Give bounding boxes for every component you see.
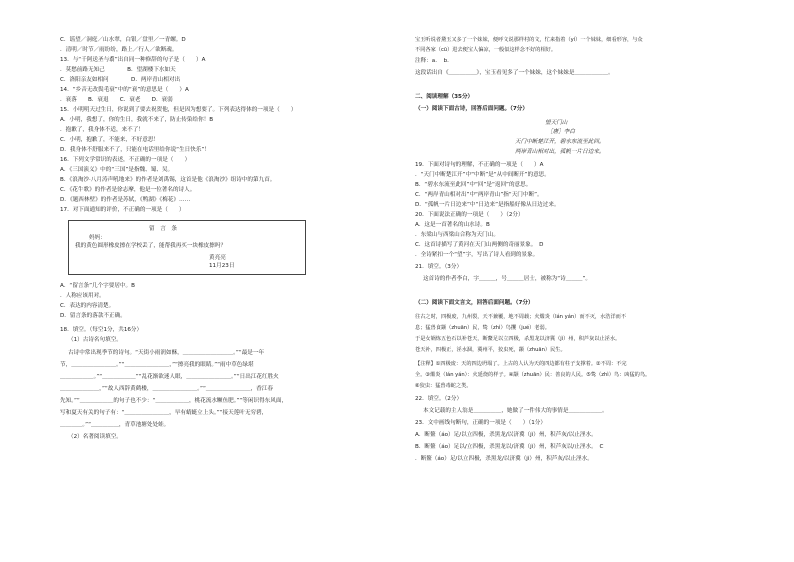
annotation-line: 【注释】①四极废：天的四边坍塌了。上古的人认为天的四边都有柱子支撑着。②不周：不完: [415, 361, 627, 367]
text-line: 先知。”“＿＿＿＿＿＿的句子也不少：“＿＿＿＿＿＿，桃花流水鳜鱼肥。”“等闲识得东风面，: [60, 398, 288, 404]
question-19: 19．下面对诗句的理解，不正确的一项是（ ）A: [415, 162, 544, 168]
text-line: （2）名著阅读填空。: [68, 434, 122, 440]
text-line: ．衰落 B．衰退 C．衰老 D．衰弱: [60, 97, 173, 103]
text-line: ．清明／时节／雨纷纷，路上／行人／欲断魂。: [60, 47, 178, 53]
text-line: 注释：a． b．: [415, 58, 453, 64]
note-body: 我的黄色圆形橡皮擦在学校丢了，能帮我再买一块橡皮擦吗？: [75, 243, 227, 249]
option-line: ．断鳌（áo）足/以立四极，杀黑龙/以济冀（jì）州，积芦灰/以止淫水。: [415, 456, 593, 462]
text-line: ＿＿＿＿＿＿＿，”“故人西辞黄鹤楼，＿＿＿＿＿＿＿＿。”“＿＿＿＿＿＿＿＿，香江春: [60, 386, 273, 392]
text-line: 宝玉听说者黛玉又多了一个妹妹，便呼文说那样村的文，忙来指着（yí）一个妹妹，细看形容，与众: [415, 37, 643, 43]
text-line: ．“天门中断楚江开”中“中断”是“从中间断开”的意思。: [415, 172, 550, 178]
text-line: C．《花牛歌》的作者是徐志摩，他是一位著名的诗人。: [60, 187, 196, 193]
text-line: ＿＿＿＿。”“＿＿＿＿＿，青草池塘处处蛙。: [60, 422, 170, 428]
message-note-box: [68, 220, 306, 275]
note-title: 留 言 条: [149, 226, 177, 232]
question-23: 23．文中画线句断句，正确的一项是（ ）（1分）: [415, 420, 546, 426]
subsection-heading: （二）阅读下面文言文，回答后面问题。（7分）: [415, 300, 534, 306]
passage-line: 息；猛兽食颛（zhuān）民，鸷（zhì）鸟攫（jué）老弱。: [415, 325, 550, 331]
text-line: A．小明，我想了，你的生日，我就不来了，防止传染给你！B: [60, 117, 214, 123]
text-line: 节，＿＿＿＿＿＿＿＿。”“＿＿＿＿＿＿＿＿，”“擦亮我的眼睛。”“雨中草色绿堪: [60, 362, 254, 368]
text-line: C．“两岸青山相对出”中“两岸青山”指“天门中断”。: [415, 192, 543, 198]
question-22: 22．填空。（2分）: [415, 396, 463, 402]
text-line: 写和夏天有关的句子有：“＿＿＿＿＿＿＿＿，早有蜻蜓立上头。”“接天莲叶无穷碧，: [60, 410, 268, 416]
option-line: D．留言条的落款不正确。: [60, 313, 126, 319]
text-line: B．“碧水东流至此回”中“回”是“返回”的意思。: [415, 182, 532, 188]
text-line: 古诗中常出现季节的诗句。“天街小雨润如酥，＿＿＿＿＿＿＿＿＿。”“最是一年: [68, 350, 265, 356]
annotation-line: 全。③爁炎（lán yán）：火延烧的样子。④颛（zhuān）民：善良的人民。⑤鸷（zhì）鸟：凶猛的鸟。: [415, 372, 651, 378]
question-18: 18．填空。（每空1分，共16分）: [60, 327, 143, 333]
option-line: A．断鳌（áo）足/以立四极，杀黑龙/以济冀（jì）州，积芦灰/以止淫水。: [415, 432, 597, 438]
option-line: A．“留言条”几个字要居中。B: [60, 283, 135, 289]
text-line: C．洛阳亲友如相问 D．两岸青山相对出: [60, 77, 181, 83]
note-date: 11月23日: [209, 263, 235, 269]
passage-line: 于是女娲炼五色石以补苍天，断鳌足以立四极，杀黑龙以济冀（jì）州，积芦灰以止淫水。: [415, 336, 621, 342]
text-line: ．莫愁前路无知己 B．望湖楼下水如天: [60, 67, 176, 73]
text-line: A．《三国演义》中的“三国”是指魏、蜀、吴。: [60, 167, 174, 173]
text-line: C．谣望／洞庭／山水翠，白银／盘里／一青螺。D: [60, 37, 186, 43]
poem-line: 天门中断楚江开，碧水东流至此回。: [515, 139, 605, 145]
text-line: D．“孤帆一片日边来”中“日边来”是指船好像从日边过来。: [415, 202, 560, 208]
option-line: C．表达的内容清楚。: [60, 303, 115, 309]
question-20: 20．下面说法正确的一项是（ ）（2分）: [415, 212, 524, 218]
text-line: （1）古诗名句填空。: [68, 337, 122, 343]
text-line: 本文记载的主人翁是＿＿＿＿＿，她做了一件伟大的事情是＿＿＿＿＿＿。: [423, 408, 608, 414]
option-line: ．人称应该用对。: [60, 293, 105, 299]
annotation-line: ⑥狡虫：猛兽毒蛇之类。: [415, 383, 472, 389]
question-16: 16．下列文学常识的表述，不正确的一项是（ ）: [60, 157, 191, 163]
text-line: ＿＿＿＿＿＿。”“＿＿＿＿＿＿”“乱花渐欲迷人眼，＿＿＿＿＿＿＿＿。”“日出江花红胜火: [60, 374, 279, 380]
poem-author: ［唐］李白: [547, 129, 575, 135]
section-heading: 二、阅读理解（35分）: [415, 94, 474, 100]
text-line: ．抱歉了，我身体不适，来不了！: [60, 127, 144, 133]
text-line: 这段话出自《＿＿＿＿＿》，宝玉看见多了一个妹妹，这个妹妹是＿＿＿＿＿＿。: [415, 70, 614, 76]
option-line: B．断鳌（áo）足以/立四极，杀黑龙以/济冀（jì）州，积芦灰以/止淫水。 C: [415, 444, 604, 450]
passage-line: 往古之时，四极废，九州裂，天不兼覆，地不周载；火爁炎（lán yán）而不灭，水浩洋而不: [415, 314, 627, 320]
poem-title: 望天门山: [545, 120, 568, 126]
question-15: 15．小明明天过生日，你说到了要去祝贺他，但是因为想要了。下列表达得体的一项是（ ）: [60, 107, 297, 113]
text-line: 这首诗的作者李白，字＿＿＿，号＿＿＿居士，被称为“诗＿＿＿”。: [423, 276, 592, 282]
text-line: C．这首诗描写了黄河在天门山两侧的奇丽景象。 D: [415, 242, 544, 248]
poem-line: 两岸青山相对出，孤帆一片日边来。: [515, 149, 605, 155]
question-17: 17．对下面通知的评价，不正确的一项是（ ）: [60, 207, 185, 213]
note-salutation: 妈妈：: [89, 235, 106, 241]
passage-line: 苍天补，四极正，淫水涸，冀州平，狡虫死，颛（zhuān）民生。: [415, 347, 566, 353]
text-line: D．《题西林壁》的作者是苏轼，《鸭湖》《梅花》……: [60, 197, 191, 203]
text-line: B．《浪淘沙·八月涛声吼地来》的作者是刘禹锡，这首是他《浪淘沙》组诗中的第九首。: [60, 177, 276, 183]
text-line: 不同各家（cū）进去便宝人偏凉，一般似这样念不好的相好。: [415, 47, 557, 53]
subsection-heading: （一）阅读下面古诗，回答后面问题。（7分）: [415, 106, 528, 112]
question-21: 21．填空。（3分）: [415, 264, 463, 270]
text-line: C．小明，抱歉了，不能来，不好意思！: [60, 137, 160, 143]
text-line: ．东梁山与西梁山合称为天门山。: [415, 232, 499, 238]
text-line: D．我身体不舒服来不了，只能在电话里给你说“生日快乐”！: [60, 147, 210, 153]
text-line: A．这是一首著名的山水诗。B: [415, 222, 490, 228]
question-14: 14．“乡音无改鬓毛衰”中的“衰”的意思是（ ）A: [60, 87, 189, 93]
question-13: 13．与“千阿送圣与翥”出自同一种修辞的句子是（ ）A: [60, 57, 206, 63]
text-line: ．全诗紧扣一个“望”字，写出了诗人看到的景象。: [415, 252, 539, 258]
note-signer: 黄亮亮: [209, 255, 226, 261]
